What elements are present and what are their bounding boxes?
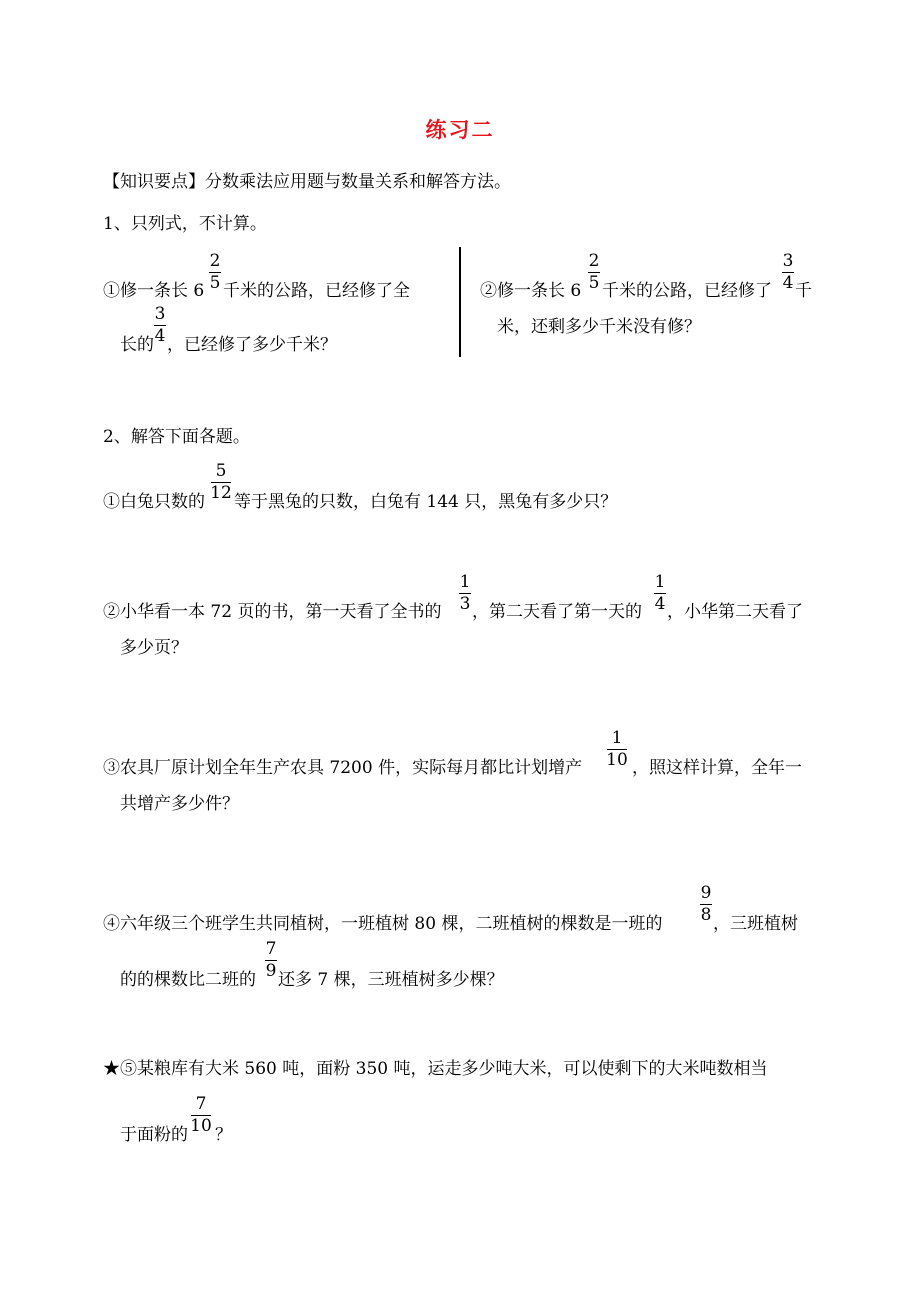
page-title: 练习二 [425,118,495,142]
column-divider [459,247,461,357]
s2q4-before: ④六年级三个班学生共同植树，一班植树 80 棵，二班植树的棵数是一班的 [103,914,663,934]
s2q2-before: ②小华看一本 72 页的书，第一天看了全书的 [103,602,442,622]
s2q4-line2-after: 还多 7 棵，三班植树多少棵？ [278,970,504,990]
s2q1-before: ①白兔只数的 [103,492,205,512]
q1-line2-before: 长的 [120,335,154,355]
section1-heading: 1、只列式，不计算。 [103,214,267,234]
fraction-numerator: 9 [700,883,712,903]
q2-line1-after: 千 [795,281,812,301]
q2-line1-mid: 千米的公路，已经修了 [602,281,772,301]
fraction-numerator: 2 [209,251,221,271]
fraction [206,462,236,503]
fraction [186,1095,216,1136]
q1-line1-after: 千米的公路，已经修了全 [223,281,410,301]
fraction-denominator: 9 [265,961,277,981]
fraction-numerator: 1 [611,728,623,748]
section2-heading: 2、解答下面各题。 [103,427,250,447]
fraction-numerator: 7 [195,1094,207,1114]
fraction-numerator: 5 [215,461,227,481]
s2q5-line2-after: ？ [215,1125,232,1145]
fraction-denominator: 10 [190,1116,212,1136]
fraction-numerator: 2 [588,251,600,271]
s2q4-after: ，三班植树 [713,914,798,934]
knowledge-points: 【知识要点】分数乘法应用题与数量关系和解答方法。 [103,172,511,192]
fraction-denominator: 10 [606,750,628,770]
q1-line2-after: ，已经修了多少千米？ [167,335,337,355]
fraction-numerator: 3 [782,251,794,271]
s2q1-after: 等于黑兔的只数，白兔有 144 只，黑兔有多少只？ [234,492,618,512]
s2q2-line2: 多少页？ [120,638,188,658]
fraction-denominator: 5 [588,273,600,293]
fraction-denominator: 8 [700,905,712,925]
fraction-numerator: 1 [459,572,471,592]
fraction-denominator: 5 [209,273,221,293]
s2q2-after: ，小华第二天看了 [667,602,803,622]
s2q2-mid: ，第二天看了第一天的 [472,602,642,622]
s2q3-before: ③农具厂原计划全年生产农具 7200 件，实际每月都比计划增产 [103,758,583,778]
fraction-denominator: 4 [654,594,666,614]
q2-line1-before: ②修一条长 6 [480,281,582,301]
s2q3-after: ，照这样计算，全年一 [632,758,802,778]
fraction-denominator: 3 [459,594,471,614]
q2-line2: 米，还剩多少千米没有修？ [497,317,701,337]
s2q5-line1: ★⑤某粮库有大米 560 吨，面粉 350 吨，运走多少吨大米，可以使剩下的大米吨数相当 [103,1059,768,1079]
s2q4-line2-before: 的的棵数比二班的 [120,970,256,990]
fraction-denominator: 4 [782,273,794,293]
fraction [602,729,632,770]
fraction-denominator: 4 [154,326,166,346]
fraction-numerator: 1 [654,572,666,592]
fraction-denominator: 12 [210,483,232,503]
fraction-numerator: 7 [265,939,277,959]
q1-line1-before: ①修一条长 6 [103,281,205,301]
fraction-numerator: 3 [154,304,166,324]
s2q3-line2: 共增产多少件？ [120,794,239,814]
s2q5-line2-before: 于面粉的 [120,1125,188,1145]
